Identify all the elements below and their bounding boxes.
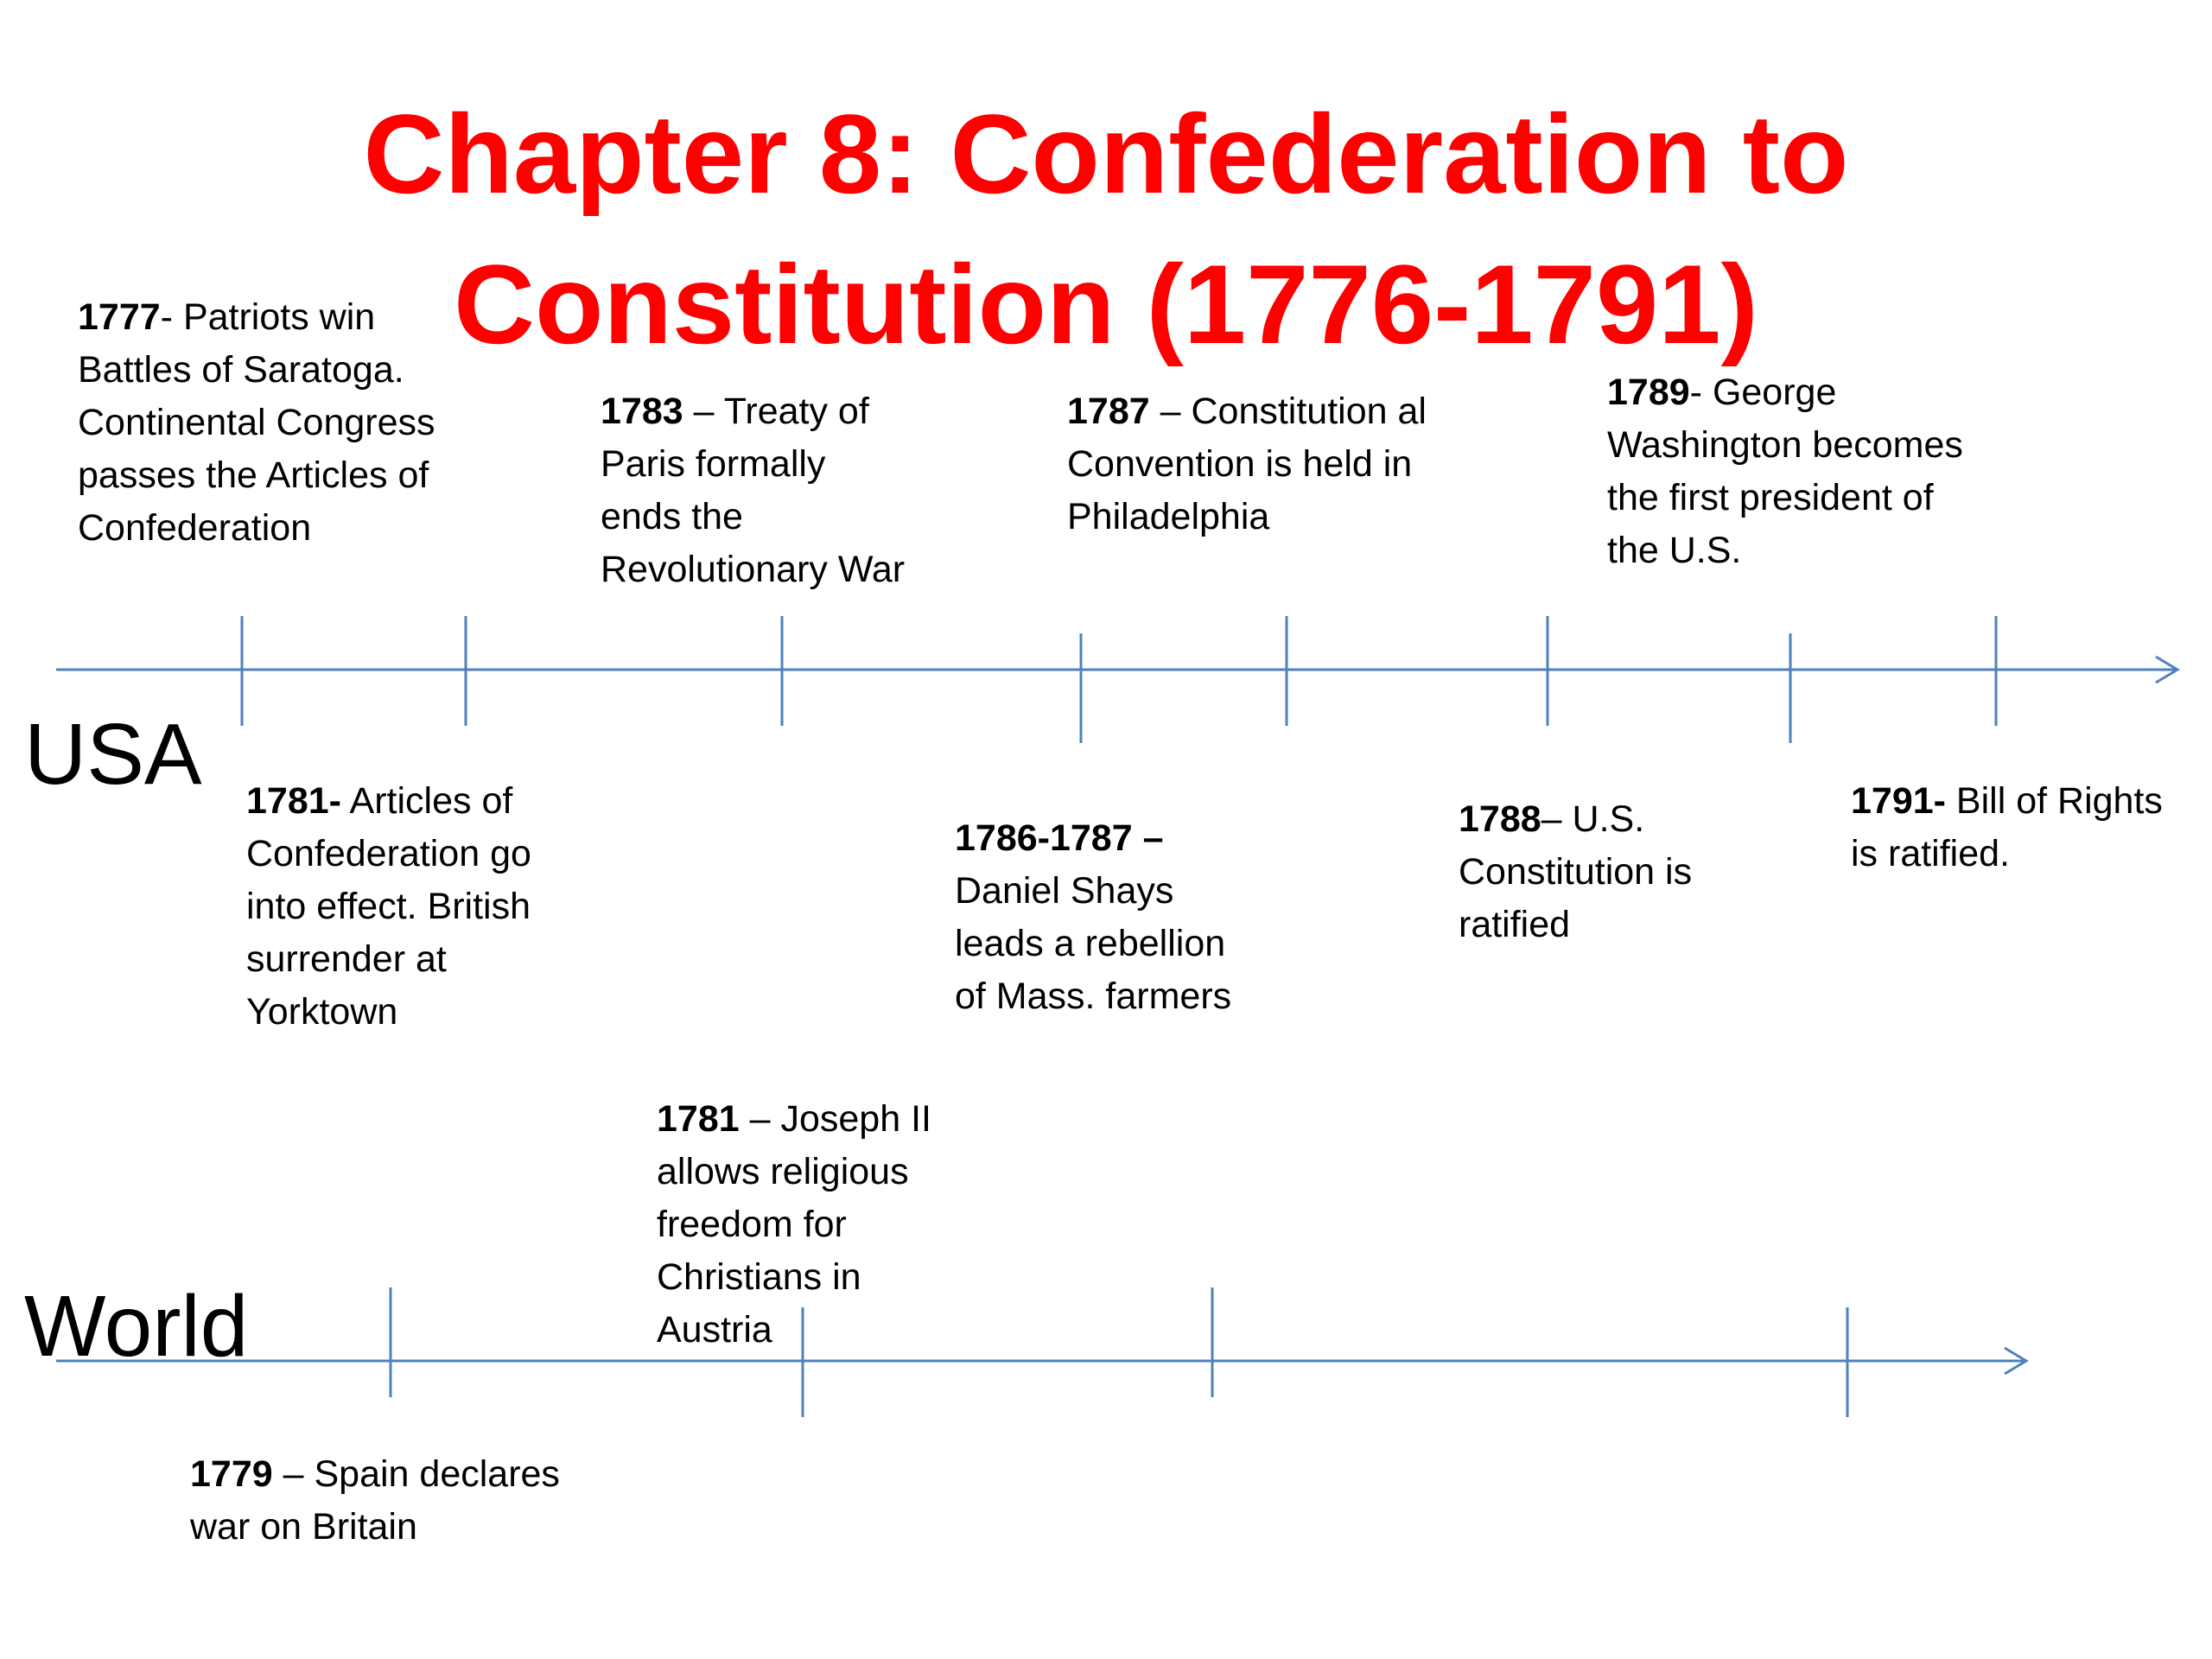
event-year: 1786-1787 –: [955, 817, 1164, 859]
event-year: 1777: [78, 296, 161, 338]
event-year: 1791-: [1851, 780, 1946, 822]
slide-title-line-2: Constitution (1776-1791): [454, 241, 1758, 367]
usa-row-label: USA: [24, 706, 202, 803]
event-1789: [1607, 366, 1987, 577]
event-1786-1787: [955, 812, 1240, 1023]
event-1787: [1067, 385, 1430, 543]
event-description: - George Washington becomes the first president of the U.S.: [1607, 372, 1963, 571]
event-description: – U.S. Constitution is ratified: [1459, 798, 1693, 945]
event-description: - Patriots win Battles of Saratoga. Continental Congress passes the Articles of Confederation: [78, 296, 435, 549]
event-description: – Spain declares war on Britain: [190, 1453, 560, 1548]
event-description: Daniel Shays leads a rebellion of Mass. farmers: [955, 870, 1232, 1017]
event-year: 1779: [190, 1453, 273, 1495]
event-1791: [1851, 775, 2196, 880]
event-description: Articles of Confederation go into effect. British surrender at Yorktown: [246, 780, 531, 1033]
slide-title-line-1: Chapter 8: Confederation to: [363, 91, 1849, 217]
event-description: – Treaty of Paris formally ends the Revolutionary War: [601, 391, 906, 590]
event-year: 1781-: [246, 780, 341, 822]
world-row-label: World: [24, 1278, 249, 1375]
event-year: 1789: [1607, 372, 1690, 413]
event-1783: [601, 385, 912, 596]
event-description: – Joseph II allows religious freedom for Christians in Austria: [657, 1098, 931, 1351]
event-year: 1787: [1067, 391, 1150, 432]
event-description: – Constitution al Convention is held in Philadelphia: [1067, 391, 1427, 537]
event-1779: [190, 1448, 605, 1554]
event-1781-articles: [246, 775, 592, 1039]
event-1788: [1459, 793, 1718, 951]
event-1777: [78, 291, 441, 555]
event-1781-joseph-ii: [657, 1093, 950, 1357]
event-year: 1781: [657, 1098, 740, 1140]
event-year: 1788: [1459, 798, 1541, 840]
event-year: 1783: [601, 391, 683, 432]
event-description: Bill of Rights is ratified.: [1851, 780, 2163, 874]
